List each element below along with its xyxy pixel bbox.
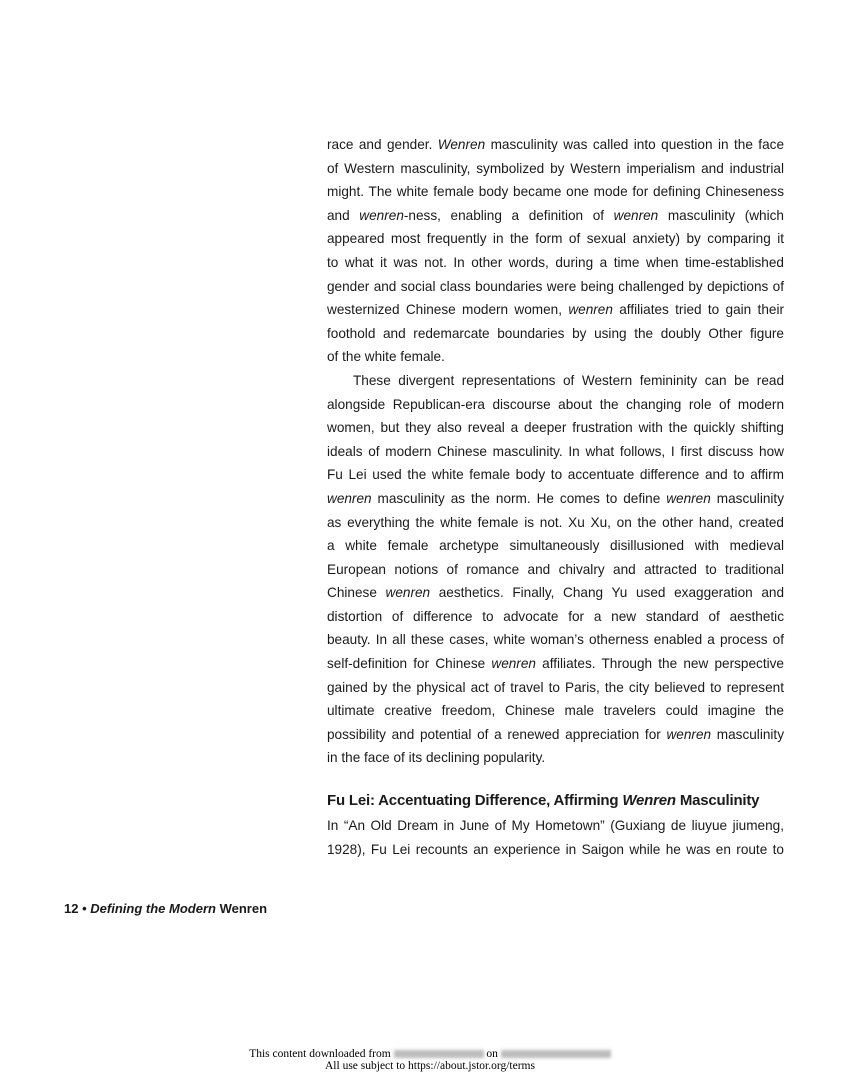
- text-run: These divergent representations of Western femininity can be read: [353, 372, 784, 388]
- text-run: possibility and potential of a renewed appreciation for: [327, 726, 667, 742]
- paragraph: [327, 369, 784, 770]
- text-line: [327, 157, 784, 181]
- text-line: [327, 699, 784, 723]
- text-run: affiliates. Through the new perspective: [535, 656, 784, 672]
- text-run: ideals of modern Chinese masculinity. In what follows, I first discuss how: [327, 443, 784, 459]
- italic-term: wenren: [491, 656, 536, 672]
- page-number: 12: [64, 901, 79, 916]
- text-run: might. The white female body became one mode for defining Chineseness: [327, 184, 784, 200]
- download-text: This content downloaded from: [249, 1048, 391, 1060]
- text-line: [327, 345, 784, 369]
- text-line: [327, 581, 784, 605]
- italic-term: wenren: [359, 207, 404, 223]
- download-notice: [0, 1048, 860, 1060]
- text-line: [327, 204, 784, 228]
- text-line: [327, 275, 784, 299]
- text-run: to what it was not. In other words, during a time when time-established: [327, 254, 784, 270]
- folio-bullet: •: [82, 901, 87, 916]
- text-line: [327, 393, 784, 417]
- text-line: [327, 487, 784, 511]
- text-run: gender and social class boundaries were being challenged by depictions of: [327, 278, 784, 294]
- terms-notice: All use subject to https://about.jstor.org/terms: [325, 1060, 535, 1072]
- text-run: alongside Republican-era discourse about the changing role of modern: [327, 396, 784, 412]
- text-run: appeared most frequently in the form of sexual anxiety) by comparing it: [327, 231, 784, 247]
- text-run: distortion of difference to advocate for a new standard of aesthetic: [327, 608, 784, 624]
- text-line: [327, 534, 784, 558]
- paragraph: [327, 133, 784, 369]
- text-line: [327, 440, 784, 464]
- text-run: masculinity: [710, 490, 784, 506]
- italic-term: wenren: [613, 207, 659, 223]
- text-run: 1928), Fu Lei recounts an experience in Saigon while he was en route to: [327, 841, 784, 857]
- italic-term: wenren: [568, 302, 613, 318]
- page-folio: [64, 901, 267, 916]
- text-run: and: [327, 207, 360, 223]
- section-heading: [327, 788, 784, 814]
- text-run: a white female archetype simultaneously disillusioned with medieval: [327, 538, 784, 554]
- text-run: European notions of romance and chivalry and attracted to traditional: [327, 561, 784, 577]
- paragraph: [327, 814, 784, 861]
- text-line: [327, 180, 784, 204]
- text-run: women, but they also reveal a deeper frustration with the quickly shifting: [327, 420, 784, 436]
- text-run: ultimate creative freedom, Chinese male travelers could imagine the: [327, 703, 784, 719]
- text-line: [327, 251, 784, 275]
- text-run: self-definition for Chinese: [327, 656, 492, 672]
- text-line: [327, 416, 784, 440]
- text-run: Chinese: [327, 585, 386, 601]
- text-line: [327, 838, 784, 862]
- text-run: Fu Lei used the white female body to accentuate difference and to affirm: [327, 467, 784, 483]
- text-line: [327, 723, 784, 747]
- text-run: masculinity (which: [658, 207, 784, 223]
- text-run: foothold and redemarcate boundaries by using the doubly Other figure: [327, 325, 784, 341]
- text-run: as everything the white female is not. Xu Xu, on the other hand, created: [327, 514, 784, 530]
- text-line: [327, 511, 784, 535]
- text-run: beauty. In all these cases, white woman’s otherness enabled a process of: [327, 632, 784, 648]
- text-line: [327, 814, 784, 838]
- text-run: affiliates tried to gain their: [612, 302, 784, 318]
- text-run: of Western masculinity, symbolized by Western imperialism and industrial: [327, 160, 784, 176]
- heading-text-end: Masculinity: [675, 792, 760, 810]
- text-run: westernized Chinese modern women,: [327, 302, 569, 318]
- text-run: in the face of its declining popularity.: [327, 750, 546, 766]
- heading-italic: Wenren: [622, 792, 676, 810]
- text-run: of the white female.: [327, 349, 445, 365]
- running-title-italic: Defining the Modern: [90, 901, 216, 916]
- redacted-ip: [394, 1050, 484, 1058]
- running-title: Wenren: [219, 901, 268, 916]
- italic-term: wenren: [327, 490, 372, 506]
- text-line: [327, 746, 784, 770]
- text-line: [327, 628, 784, 652]
- text-line: [327, 676, 784, 700]
- jstor-footer: [0, 1048, 860, 1072]
- text-run: gained by the physical act of travel to Paris, the city believed to represent: [327, 679, 784, 695]
- text-line: [327, 133, 784, 157]
- text-run: aesthetics. Finally, Chang Yu used exaggeration and: [430, 585, 785, 601]
- text-line: [327, 463, 784, 487]
- heading-text: Fu Lei: Accentuating Difference, Affirming: [327, 792, 623, 810]
- italic-term: wenren: [385, 585, 431, 601]
- download-on: on: [486, 1048, 498, 1060]
- text-line: [327, 227, 784, 251]
- redacted-date: [501, 1050, 611, 1058]
- text-run: -ness, enabling a definition of: [403, 207, 614, 223]
- body-paragraphs: [327, 133, 784, 770]
- text-line: [327, 322, 784, 346]
- italic-term: wenren: [666, 490, 711, 506]
- text-run: masculinity as the norm. He comes to define: [371, 490, 667, 506]
- text-line: [327, 652, 784, 676]
- text-run: race and gender.: [327, 137, 438, 152]
- text-line: [327, 605, 784, 629]
- section-paragraph: [327, 814, 784, 861]
- text-column: [327, 133, 784, 861]
- text-run: In “An Old Dream in June of My Hometown” (Guxiang de liuyue jiumeng,: [327, 818, 784, 834]
- italic-term: Wenren: [437, 137, 486, 152]
- text-run: masculinity: [711, 726, 784, 742]
- text-line: [327, 298, 784, 322]
- text-line: [327, 369, 784, 393]
- italic-term: wenren: [666, 726, 712, 742]
- text-line: [327, 558, 784, 582]
- text-run: masculinity was called into question in the face: [485, 137, 785, 152]
